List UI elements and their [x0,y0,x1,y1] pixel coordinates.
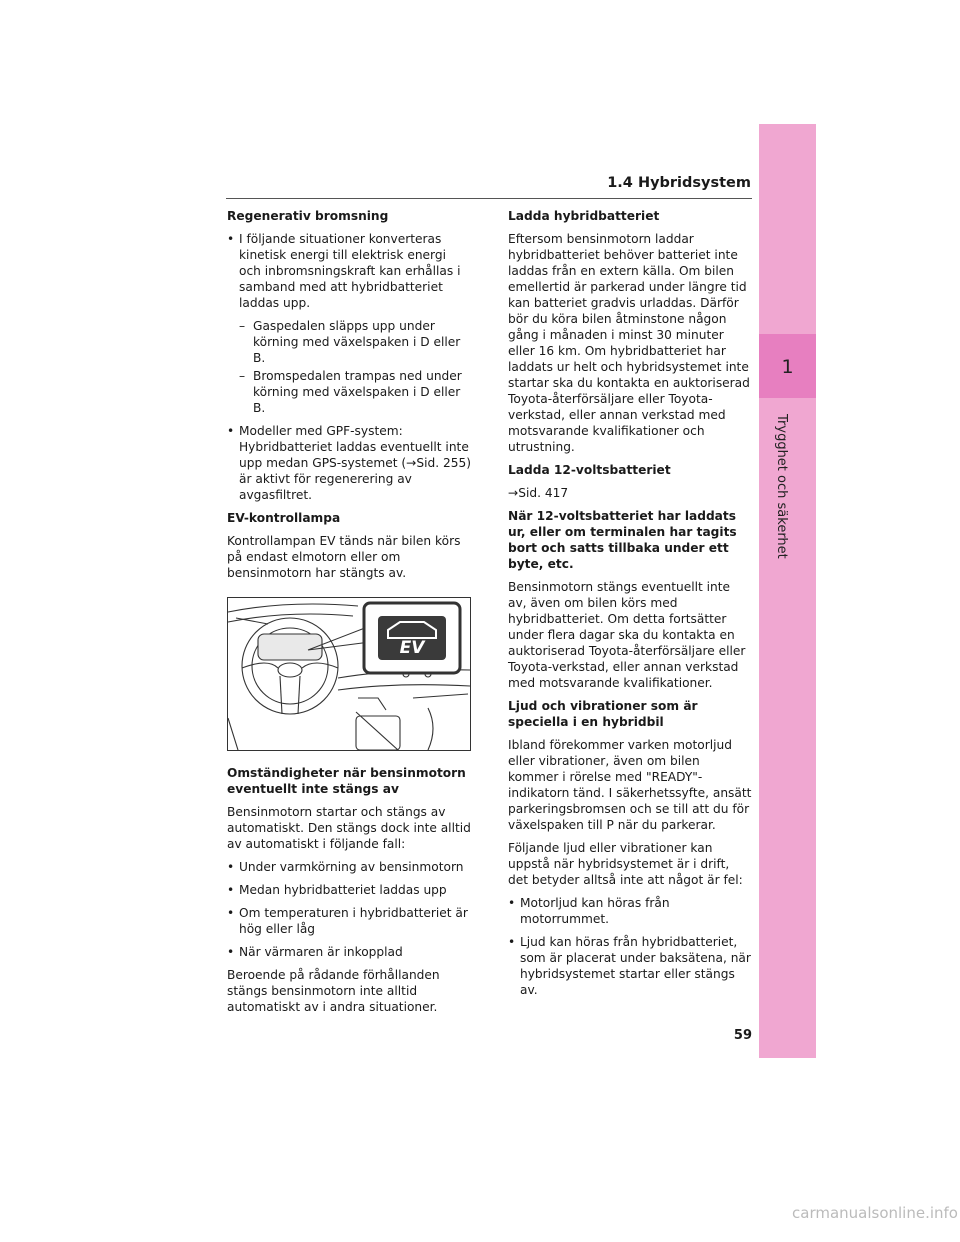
chapter-number-box [759,334,816,398]
paragraph: Beroende på rådande förhållanden stängs bensinmotorn inte alltid automatiskt av i andra situationer. [227,968,440,1014]
chapter-label: Trygghet och säkerhet [774,414,789,559]
header-rule [226,198,752,199]
watermark: carmanualsonline.info [792,1204,958,1222]
sub-item: – Gaspedalen släpps upp under körning med växelspaken i D eller B. [227,318,471,366]
paragraph: Följande ljud eller vibrationer kan uppstå när hybridsystemet är i drift, det betyder alltså inte att något är fel: [508,841,743,887]
sub-item: – Bromspedalen trampas ned under körning med växelspaken i D eller B. [227,368,471,416]
paragraph: Eftersom bensinmotorn laddar hybridbatteriet behöver batteriet inte laddas från en extern källa. Om bilen emellertid är parkerad under längre tid kan batteriet gradvis urladdas. Därför bör du köra bilen åtminstone någon gång i månaden i minst 30 minuter eller 16 km. Om hybridbatteriet har laddats ur helt och hybridsystemet inte startar ska du kontakta en auktoriserad Toyota-återförsäljare eller Toyota-verkstad, eller annan verkstad med motsvarande kvalifikationer och utrustning. [508,232,750,454]
bullet-item: • Under varmkörning av bensinmotorn [227,859,471,875]
page-reference-link[interactable]: →Sid. 417 [508,486,569,500]
ev-symbol-label: EV [399,638,425,658]
right-column [508,208,752,1005]
bullet-item: • Modeller med GPF-system: Hybridbatteriet laddas eventuellt inte upp medan GPS-systemet (→Sid. 255) är aktivt för regenerering av avgasfiltret. [227,423,471,503]
chapter-tab [759,124,816,1058]
heading-ev-indicator: EV-kontrollampa [227,511,341,525]
bullet-item: • Ljud kan höras från hybridbatteriet, som är placerat under baksätena, när hybridsystemet startar eller stängs av. [508,934,752,998]
section-header: 1.4 Hybridsystem [607,175,751,191]
page-number: 59 [733,1028,752,1043]
bullet-item: • Motorljud kan höras från motorrummet. [508,895,752,927]
paragraph: Kontrollampan EV tänds när bilen körs på endast elmotorn eller om bensinmotorn har stängts av. [227,534,461,580]
bullet-item: • I följande situationer konverteras kinetisk energi till elektrisk energi och inbromsningskraft kan erhållas i samband med att hybridbatteriet laddas upp. [227,231,471,311]
left-column [227,208,471,1022]
paragraph: Bensinmotorn startar och stängs av automatiskt. Den stängs dock inte alltid av automatiskt i följande fall: [227,805,471,851]
heading-regenerative-braking: Regenerativ bromsning [227,209,389,223]
dashboard-drawing [228,598,470,750]
bullet-item: • Medan hybridbatteriet laddas upp [227,882,471,898]
paragraph: Ibland förekommer varken motorljud eller vibrationer, även om bilen kommer i rörelse med "READY"-indikatorn tänd. I säkerhetssyfte, ansätt parkeringsbromsen och se till att du för växelspaken till P när du parkerar. [508,738,752,832]
heading-sounds-vibrations: Ljud och vibrationer som är speciella i en hybridbil [508,699,698,729]
heading-12v-discharged: När 12-voltsbatteriet har laddats ur, eller om terminalen har tagits bort och satts tillbaka under ett byte, etc. [508,509,737,571]
bullet-item: • Om temperaturen i hybridbatteriet är hög eller låg [227,905,471,937]
heading-engine-not-stopped: Omständigheter när bensinmotorn eventuellt inte stängs av [227,766,466,796]
bullet-item: • När värmaren är inkopplad [227,944,471,960]
chapter-number: 1 [781,356,794,378]
paragraph: Bensinmotorn stängs eventuellt inte av, även om bilen körs med hybridbatteriet. Om detta fortsätter under flera dagar ska du kontakta en auktoriserad Toyota-återförsäljare eller Toyota-verkstad, eller annan verkstad med motsvarande kvalifikationer. [508,580,746,690]
heading-charge-12v-battery: Ladda 12-voltsbatteriet [508,463,671,477]
heading-charge-hybrid-battery: Ladda hybridbatteriet [508,209,660,223]
dashboard-illustration [227,597,471,751]
